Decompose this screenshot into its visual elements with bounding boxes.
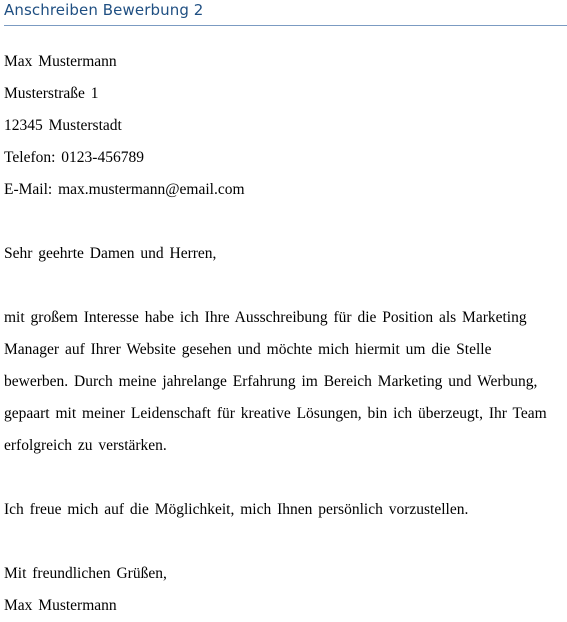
paragraph-2: Ich freue mich auf die Möglichkeit, mich Ihnen persönlich vorzustellen.: [4, 501, 469, 518]
sender-street: Musterstraße 1: [4, 85, 99, 102]
spacer: [4, 526, 564, 558]
paragraph-1-line-4: gepaart mit meiner Leidenschaft für kreative Lösungen, bin ich überzeugt, Ihr Team: [4, 405, 547, 422]
signature-name: Max Mustermann: [4, 597, 117, 614]
spacer: [4, 206, 564, 238]
document-title: Anschreiben Bewerbung 2: [4, 1, 204, 19]
sender-name: Max Mustermann: [4, 53, 117, 70]
paragraph-1-line-2: Manager auf Ihrer Website gesehen und möchte mich hiermit um die Stelle: [4, 341, 492, 358]
closing: Mit freundlichen Grüßen,: [4, 565, 167, 582]
sender-email: E-Mail: max.mustermann@email.com: [4, 181, 245, 198]
spacer: [4, 270, 564, 302]
paragraph-1-line-1: mit großem Interesse habe ich Ihre Ausschreibung für die Position als Marketing: [4, 309, 527, 326]
letter-body: [4, 46, 564, 622]
salutation: Sehr geehrte Damen und Herren,: [4, 245, 217, 262]
paragraph-1-line-3: bewerben. Durch meine jahrelange Erfahrung im Bereich Marketing und Werbung,: [4, 373, 538, 390]
paragraph-1-line-5: erfolgreich zu verstärken.: [4, 437, 167, 454]
sender-city: 12345 Musterstadt: [4, 117, 122, 134]
title-underline: [4, 25, 567, 26]
sender-phone: Telefon: 0123-456789: [4, 149, 144, 166]
spacer: [4, 462, 564, 494]
